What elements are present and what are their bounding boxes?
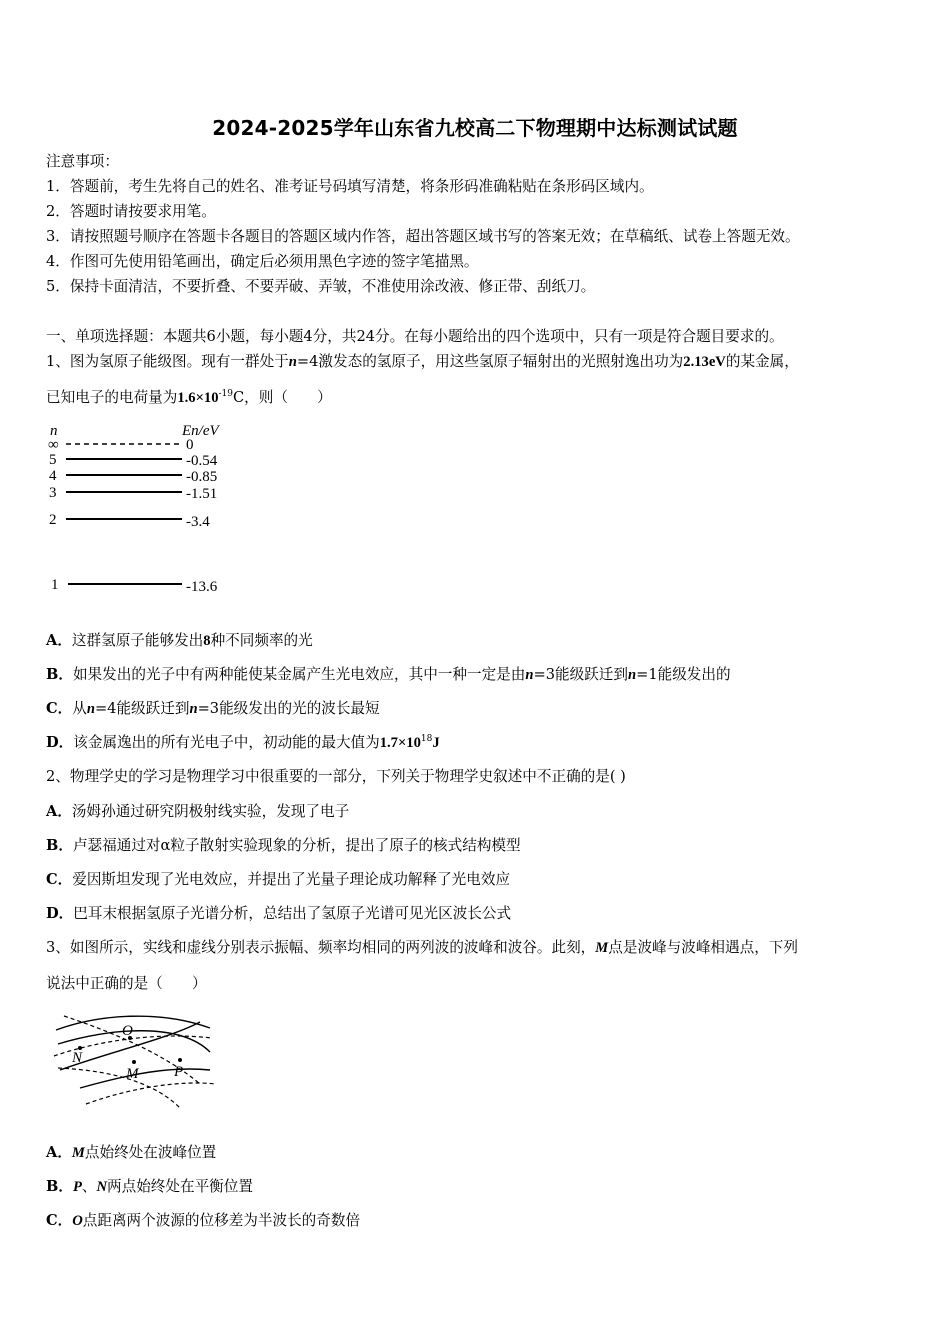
q1-stem-line1: [46, 353, 799, 371]
option-text: =4能级跃迁到: [94, 700, 190, 717]
option-label: C．: [46, 1212, 73, 1229]
option-label: C．: [46, 700, 73, 717]
level-n-5: 5: [49, 452, 57, 468]
q1-option-d: [46, 734, 440, 752]
trough-line: [86, 1083, 216, 1104]
label-o: O: [122, 1023, 133, 1039]
label-p: P: [174, 1064, 184, 1080]
point-m: [132, 1060, 136, 1064]
option-var: N: [96, 1179, 108, 1195]
level-e-inf: 0: [186, 437, 194, 453]
option-text: 点距离两个波源的位移差为半波长的奇数倍: [82, 1212, 361, 1229]
q1-charge-exp: -19: [218, 389, 234, 399]
option-text: 汤姆孙通过研究阴极射线实验，发现了电子: [71, 803, 350, 820]
option-label: C．: [46, 871, 73, 888]
level-n-2: 2: [49, 512, 57, 528]
q3-text: 3、如图所示，实线和虚线分别表示振幅、频率均相同的两列波的波峰和波谷。此刻，: [46, 939, 596, 956]
option-var: P: [72, 1179, 82, 1195]
option-label: B．: [46, 666, 73, 683]
q1-option-a: [46, 632, 313, 650]
q3-option-a: [46, 1144, 216, 1162]
q2-option-a: [46, 803, 349, 821]
q1-option-b: [46, 666, 731, 684]
q2-stem: 2、物理学史的学习是物理学习中很重要的一部分，下列关于物理学史叙述中不正确的是( ): [46, 768, 626, 785]
option-label: B．: [46, 837, 73, 854]
q3-option-b: [46, 1178, 253, 1196]
option-label: A．: [46, 803, 72, 820]
level-n-1: 1: [51, 577, 59, 593]
level-n-3: 3: [49, 485, 57, 501]
option-text: 点始终处在波峰位置: [84, 1144, 217, 1161]
q3-option-c: [46, 1212, 360, 1230]
page-title: 2024-2025学年山东省九校高二下物理期中达标测试试题: [212, 116, 738, 140]
q1-stem-line2: [46, 389, 332, 407]
point-p: [178, 1058, 182, 1062]
energy-level-diagram: [44, 418, 244, 600]
option-label: B．: [46, 1178, 73, 1195]
option-text: 卢瑟福通过对α粒子散射实验现象的分析，提出了原子的核式结构模型: [72, 837, 521, 854]
option-text: 、: [81, 1178, 97, 1195]
option-text: 如果发出的光子中有两种能使某金属产生光电效应，其中一种一定是由: [72, 666, 526, 683]
q1-text: 的某金属，: [725, 353, 799, 370]
option-text: =3能级跃迁到: [533, 666, 628, 683]
q3-stem-line1: [46, 939, 798, 957]
option-text: =1能级发出的: [636, 666, 731, 683]
q1-work-function: 2.13eV: [683, 354, 726, 370]
q1-text: =4激发态的氢原子，用这些氢原子辐射出的光照射逸出功为: [296, 353, 684, 370]
notice-heading: 注意事项：: [46, 153, 119, 170]
option-var: M: [71, 1145, 85, 1161]
option-text: 爱因斯坦发现了光电效应，并提出了光量子理论成功解释了光电效应: [72, 871, 511, 888]
q3-text: 点是波峰与波峰相遇点，下列: [608, 939, 798, 956]
level-n-4: 4: [49, 468, 57, 484]
option-label: D．: [46, 734, 74, 751]
q1-charge: 1.6×10: [177, 390, 219, 406]
option-var-n: n: [189, 701, 198, 717]
level-e-3: -1.51: [186, 486, 218, 502]
q2-option-c: [46, 871, 510, 889]
label-n: N: [72, 1050, 83, 1066]
q1-option-c: [46, 700, 380, 718]
q3-stem-line2: 说法中正确的是（ ）: [46, 975, 207, 992]
option-text: 从: [72, 700, 87, 717]
q1-var-n: n: [288, 354, 297, 370]
q2-option-d: [46, 905, 511, 923]
notice-item-3: 3．请按照题号顺序在答题卡各题目的答题区域内作答，超出答题区域书写的答案无效；在草稿纸、试卷上答题无效。: [46, 228, 800, 245]
option-label: A．: [46, 1144, 72, 1161]
notice-item-1: 1．答题前，考生先将自己的姓名、准考证号码填写清楚，将条形码准确粘贴在条形码区域内。: [46, 178, 654, 195]
option-var: O: [72, 1213, 83, 1229]
n-axis-label: n: [50, 423, 58, 439]
option-text: 种不同频率的光: [210, 632, 313, 649]
wave-interference-diagram: [50, 1008, 220, 1114]
option-var-n: n: [86, 701, 95, 717]
option-var-n: n: [525, 667, 534, 683]
option-exponent: 18: [420, 734, 433, 744]
level-e-1: -13.6: [186, 579, 218, 595]
label-m: M: [126, 1066, 139, 1082]
level-e-4-value: -0.85: [186, 469, 218, 485]
notice-item-4: 4．作图可先使用铅笔画出，确定后必须用黑色字迹的签字笔描黑。: [46, 253, 479, 270]
option-text: 两点始终处在平衡位置: [107, 1178, 253, 1195]
notice-item-2: 2．答题时请按要求用笔。: [46, 203, 216, 220]
option-label: A．: [46, 632, 72, 649]
option-number: 1.7×10: [379, 735, 421, 751]
option-text: 该金属逸出的所有光电子中，初动能的最大值为: [73, 734, 380, 751]
trough-line: [58, 1068, 180, 1108]
option-label: D．: [46, 905, 74, 922]
option-text: 这群氢原子能够发出: [71, 632, 204, 649]
q1-text: 已知电子的电荷量为: [46, 389, 178, 406]
option-unit: J: [432, 735, 440, 751]
option-var-n: n: [627, 667, 637, 683]
level-n-inf: ∞: [48, 437, 59, 453]
q1-text: C，则（ ）: [233, 389, 332, 406]
option-text: 巴耳末根据氢原子光谱分析，总结出了氢原子光谱可见光区波长公式: [73, 905, 512, 922]
level-e-2: -3.4: [186, 514, 210, 530]
q1-text: 1、图为氢原子能级图。现有一群处于: [46, 353, 289, 370]
notice-item-5: 5．保持卡面清洁，不要折叠、不要弄破、弄皱，不准使用涂改液、修正带、刮纸刀。: [46, 278, 596, 295]
q2-option-b: [46, 837, 521, 855]
option-text: =3能级发出的光的波长最短: [197, 700, 380, 717]
section-heading: 一、单项选择题：本题共6小题，每小题4分，共24分。在每小题给出的四个选项中，只有一项是符合题目要求的。: [46, 328, 784, 345]
q3-var-m: M: [595, 940, 609, 956]
level-e-5: -0.54: [186, 453, 218, 469]
energy-axis-label: En/eV: [182, 423, 219, 439]
option-number: 8: [203, 633, 211, 649]
crest-line: [80, 1069, 210, 1088]
